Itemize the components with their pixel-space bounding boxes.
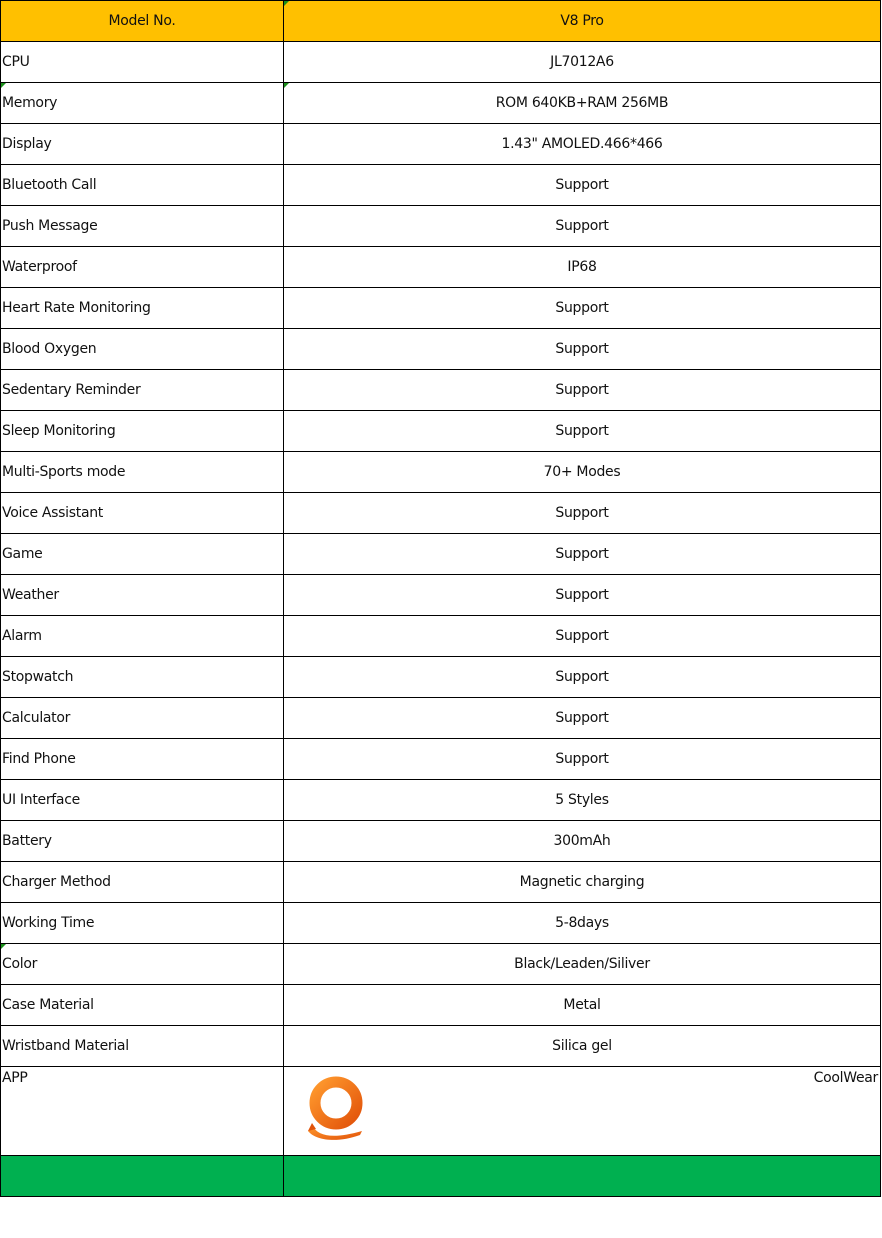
spec-label-cell[interactable]: Blood Oxygen [1,329,284,370]
spec-row [1,452,881,493]
spec-label-cell[interactable]: Find Phone [1,739,284,780]
spec-value-cell[interactable]: Support [284,698,881,739]
spec-value-cell[interactable]: Support [284,329,881,370]
spec-value-cell[interactable]: Support [284,206,881,247]
spec-value-cell[interactable]: Silica gel [284,1026,881,1067]
app-value-cell[interactable] [284,1067,881,1156]
spec-row [1,616,881,657]
spec-row [1,83,881,124]
spec-row [1,247,881,288]
footer-right-cell[interactable] [284,1156,881,1197]
spec-label-cell[interactable]: Calculator [1,698,284,739]
spec-label-cell[interactable]: Display [1,124,284,165]
spec-label-cell[interactable]: Sleep Monitoring [1,411,284,452]
spec-value-cell[interactable]: 70+ Modes [284,452,881,493]
spec-label-cell[interactable]: Bluetooth Call [1,165,284,206]
spec-value-cell[interactable]: Support [284,534,881,575]
app-label-cell[interactable]: APP [1,1067,284,1156]
spec-row [1,411,881,452]
spec-row [1,42,881,83]
spec-label-cell[interactable]: Case Material [1,985,284,1026]
spec-row [1,944,881,985]
spec-label-cell[interactable]: Waterproof [1,247,284,288]
spec-value-cell[interactable]: JL7012A6 [284,42,881,83]
spec-label-cell[interactable]: Stopwatch [1,657,284,698]
spec-row [1,903,881,944]
spec-table-body [1,1,881,1197]
spec-value-cell[interactable]: Black/Leaden/Siliver [284,944,881,985]
spec-label-cell[interactable]: Sedentary Reminder [1,370,284,411]
spec-row [1,329,881,370]
spec-row [1,1026,881,1067]
spec-label-cell[interactable]: Working Time [1,903,284,944]
app-name-text: CoolWear [813,1070,878,1086]
spec-row [1,534,881,575]
spec-row [1,698,881,739]
header-row [1,1,881,42]
spec-row [1,780,881,821]
spec-value-cell[interactable]: 300mAh [284,821,881,862]
spec-label-cell[interactable]: Wristband Material [1,1026,284,1067]
spec-label-cell[interactable]: Battery [1,821,284,862]
spec-label-cell[interactable]: Memory [1,83,284,124]
spec-value-cell[interactable]: Support [284,288,881,329]
spec-value-cell[interactable]: Metal [284,985,881,1026]
coolwear-logo-icon [304,1075,366,1141]
spec-value-cell[interactable]: Support [284,370,881,411]
app-row [1,1067,881,1156]
spec-label-cell[interactable]: Color [1,944,284,985]
spec-label-cell[interactable]: Game [1,534,284,575]
spec-row [1,862,881,903]
spec-label-cell[interactable]: Weather [1,575,284,616]
spec-row [1,288,881,329]
spec-value-cell[interactable]: Support [284,411,881,452]
spec-label-cell[interactable]: Voice Assistant [1,493,284,534]
header-value-cell[interactable]: V8 Pro [284,1,881,42]
spec-value-cell[interactable]: Support [284,165,881,206]
spec-row [1,575,881,616]
spec-row [1,124,881,165]
spec-value-cell[interactable]: 5-8days [284,903,881,944]
spec-value-cell[interactable]: Support [284,739,881,780]
spec-value-cell[interactable]: Support [284,493,881,534]
spec-value-cell[interactable]: Magnetic charging [284,862,881,903]
spec-label-cell[interactable]: CPU [1,42,284,83]
footer-left-cell[interactable] [1,1156,284,1197]
spec-row [1,493,881,534]
spec-row [1,657,881,698]
spec-label-cell[interactable]: Alarm [1,616,284,657]
spec-label-cell[interactable]: Charger Method [1,862,284,903]
spec-label-cell[interactable]: Multi-Sports mode [1,452,284,493]
spec-row [1,206,881,247]
spec-value-cell[interactable]: ROM 640KB+RAM 256MB [284,83,881,124]
spec-label-cell[interactable]: Push Message [1,206,284,247]
spec-value-cell[interactable]: IP68 [284,247,881,288]
header-label-cell[interactable]: Model No. [1,1,284,42]
spec-row [1,165,881,206]
spec-row [1,370,881,411]
spec-label-cell[interactable]: Heart Rate Monitoring [1,288,284,329]
footer-row [1,1156,881,1197]
spec-value-cell[interactable]: Support [284,616,881,657]
spec-value-cell[interactable]: Support [284,575,881,616]
spec-value-cell[interactable]: 1.43" AMOLED.466*466 [284,124,881,165]
spec-label-cell[interactable]: UI Interface [1,780,284,821]
spec-value-cell[interactable]: Support [284,657,881,698]
spec-row [1,821,881,862]
spec-value-cell[interactable]: 5 Styles [284,780,881,821]
spec-row [1,985,881,1026]
spec-row [1,739,881,780]
